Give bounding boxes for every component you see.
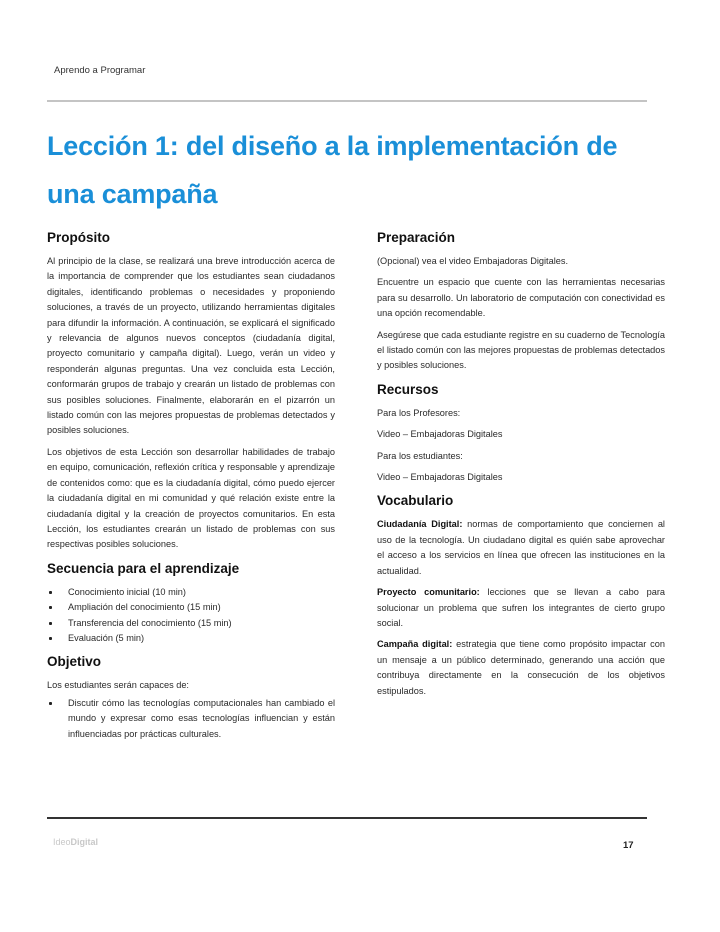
objetivo-list (47, 696, 335, 742)
list-item: Transferencia del conocimiento (15 min) (47, 616, 335, 631)
section-heading-recursos: Recursos (377, 381, 439, 397)
preparacion-paragraph-2: Encuentre un espacio que cuente con las herramientas necesarias para su desarrollo. Un laboratorio de computación con conectividad es una opción recomendable. (377, 277, 665, 319)
preparacion-paragraph-3: Asegúrese que cada estudiante registre en su cuaderno de Tecnología el listado común con las mejores propuestas de problemas detectados y posibles soluciones. (377, 329, 665, 371)
section-objetivo (47, 652, 335, 742)
proposito-paragraph-2: Los objetivos de esta Lección son desarrollar habilidades de trabajo en equipo, comunicación, reflexión crítica y responsable y aprendizaje de contenidos como: que es la ciudadanía digital, cómo puedo ejercer la ciudadanía digital en mi comunidad y qué relación existe entre la ciudadanía digital y la creación de proyectos comunitarios. En esta Lección, los estudiantes crearán un listado de problemas con sus respectivas posibles soluciones. (47, 446, 335, 550)
vocab-term: Ciudadanía Digital: (377, 519, 463, 530)
section-secuencia (47, 559, 335, 647)
preparacion-paragraph-1: (Opcional) vea el video Embajadoras Digitales. (377, 256, 568, 266)
section-proposito (47, 228, 335, 553)
vocab-definition: estrategia que tiene como propósito impactar con un mensaje a un público determinado, generando una acción que contribuya directamente en la consecución de los objetivos estipulados. (377, 639, 665, 696)
recursos-profesores-label: Para los Profesores: (377, 407, 461, 418)
vocab-term: Proyecto comunitario: (377, 587, 480, 598)
proposito-paragraph-1: Al principio de la clase, se realizará una breve introducción acerca de la importancia de comprender que los estudiantes sean ciudadanos digitales, identificando problemas o necesidades y proponiendo soluciones, a través de un proyecto, utilizando herramientas digitales para difundir la información. A continuación, se explicará el significado y relevancia de algunos nuevos conceptos (ciudadanía digital, proyecto comunitario y campaña digital). Luego, verán un video y responderán algunas preguntas. Una vez concluida esta Lección, conformarán grupos de trabajo y crearán un listado de problemas con sus posibles soluciones. Finalmente, elaborarán en el pizarrón un listado común con las mejores propuestas de problemas detectados y posibles soluciones. (47, 256, 335, 436)
section-heading-preparacion: Preparación (377, 230, 456, 245)
section-recursos (377, 380, 665, 486)
secuencia-list (47, 585, 335, 647)
section-heading-secuencia: Secuencia para el aprendizaje (47, 560, 240, 576)
objetivo-intro: Los estudiantes serán capaces de: (47, 680, 189, 691)
list-item: Evaluación (5 min) (47, 631, 335, 646)
footer-divider (47, 817, 647, 819)
section-heading-proposito: Propósito (47, 230, 110, 245)
vocab-definition: normas de comportamiento que conciernen al uso de la tecnología. Un ciudadano digital es quién sabe aprovechar el acceso a los servicios en línea que ofrecen las instituciones en la actualidad. (377, 519, 665, 576)
recursos-estudiantes-video: Video – Embajadoras Digitales (377, 472, 503, 483)
vocab-definition: lecciones que se llevan a cabo para solucionar un problema que sufren los integrantes de cierto grupo social. (377, 587, 665, 628)
section-preparacion (377, 228, 665, 374)
footer-logo-bold: Digital (70, 837, 99, 847)
recursos-profesores-video: Video – Embajadoras Digitales (377, 429, 503, 440)
footer-logo (53, 837, 98, 847)
left-column (47, 228, 335, 748)
page-number: 17 (623, 840, 634, 851)
section-vocabulario (377, 491, 665, 698)
vocab-entry-campana (377, 637, 665, 699)
running-header: Aprendo a Programar (54, 65, 146, 76)
right-column (377, 228, 665, 705)
footer-logo-light: Ideo (53, 837, 71, 847)
recursos-estudiantes-label: Para los estudiantes: (377, 450, 463, 461)
list-item: Discutir cómo las tecnologías computacionales han cambiado el mundo y expresar como esas tecnologías influencian y están influenciadas por prácticas culturales. (47, 696, 335, 742)
header-divider (47, 100, 647, 102)
vocab-entry-ciudadania (377, 517, 665, 579)
section-heading-vocabulario: Vocabulario (377, 493, 454, 509)
list-item: Conocimiento inicial (10 min) (47, 585, 335, 600)
section-heading-objetivo: Objetivo (47, 654, 102, 670)
vocab-entry-proyecto (377, 585, 665, 631)
vocab-term: Campaña digital: (377, 639, 453, 650)
list-item: Ampliación del conocimiento (15 min) (47, 600, 335, 615)
lesson-title: Lección 1: del diseño a la implementación de una campaña (47, 131, 618, 209)
